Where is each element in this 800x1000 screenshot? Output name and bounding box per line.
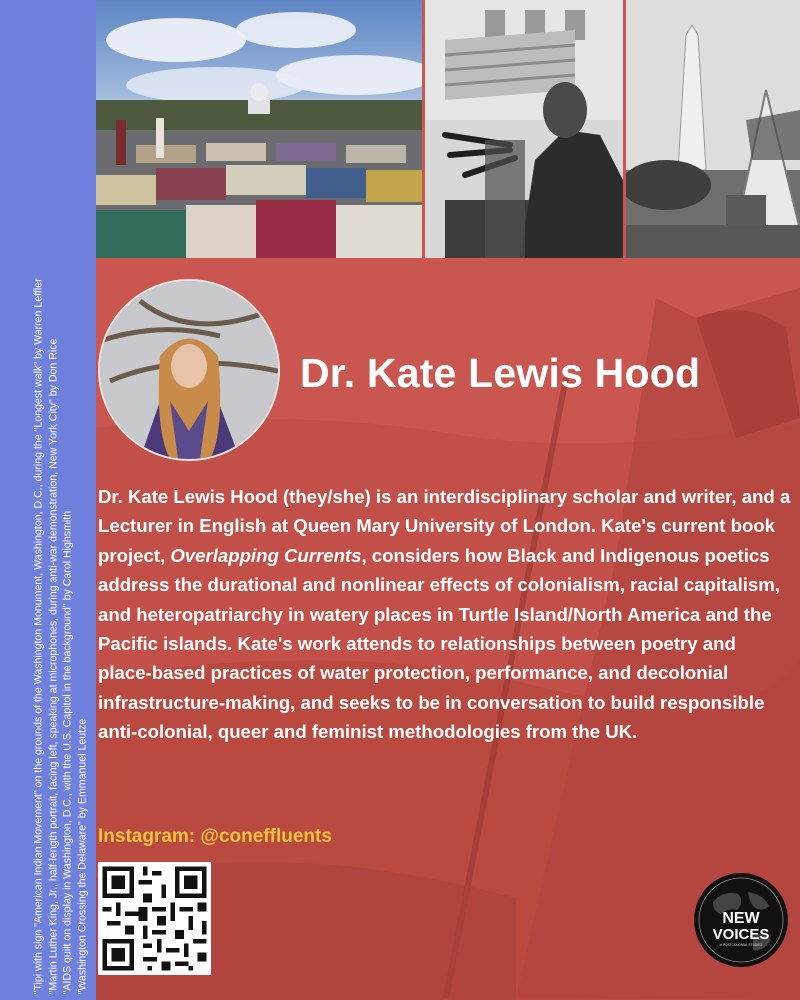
image-credits-strip [0, 0, 96, 1000]
logo-text-voices: VOICES [712, 926, 770, 943]
bio-text-rest: , considers how Black and Indigenous poetics address the durational and nonlinear effects of colonialism, racial capitalism, and heteropatriarchy in watery places in Turtle Island/North America and the Pacific islands. Kate's work attends to relationships between poetry and place-based practices of water protection, performance, and decolonial infrastructure-making, and seeks to be in conversation to build responsible anti-colonial, queer and feminist methodologies from the UK. [98, 544, 780, 743]
portrait-photo [98, 279, 280, 461]
book-title: Overlapping Currents [170, 544, 362, 566]
qr-code[interactable] [98, 862, 211, 975]
photo-banner [96, 0, 800, 258]
mlk-photo [425, 0, 623, 258]
credit-line: "Washington Crossing the Delaware" by Emmanuel Leutze [76, 718, 89, 994]
bio-paragraph [98, 482, 792, 747]
credit-line: "Tipi with sign "American Indian Movement" on the grounds of the Washington Monument, Washington, D.C., during the "Longest walk" by Warren Leffler [32, 278, 45, 994]
page-title: Dr. Kate Lewis Hood [300, 350, 701, 396]
aids-quilt-photo [96, 0, 422, 258]
new-voices-logo [693, 872, 789, 968]
bio-text-intro: Dr. Kate Lewis Hood (they/she) is an interdisciplinary scholar and writer, and a Lecturer in English at Queen Mary University of London. Kate's current book project, [98, 486, 791, 566]
logo-text-subtitle: in POSTCOLONIAL STUDIES [719, 943, 763, 947]
instagram-handle[interactable]: Instagram: @coneffluents [98, 826, 332, 847]
credit-line: "AIDS quilt on display in Washington, D.C., with the U.S. Capitol in the background" by Carol Highsmith [61, 510, 74, 994]
credit-line: "Martin Luther King, Jr., half-length portrait, facing left, speaking at microphones, during anti-war demonstration, New York City" by Don Rice [47, 338, 60, 994]
logo-text-new: NEW [722, 910, 760, 927]
tipi-monument-photo [626, 0, 800, 258]
